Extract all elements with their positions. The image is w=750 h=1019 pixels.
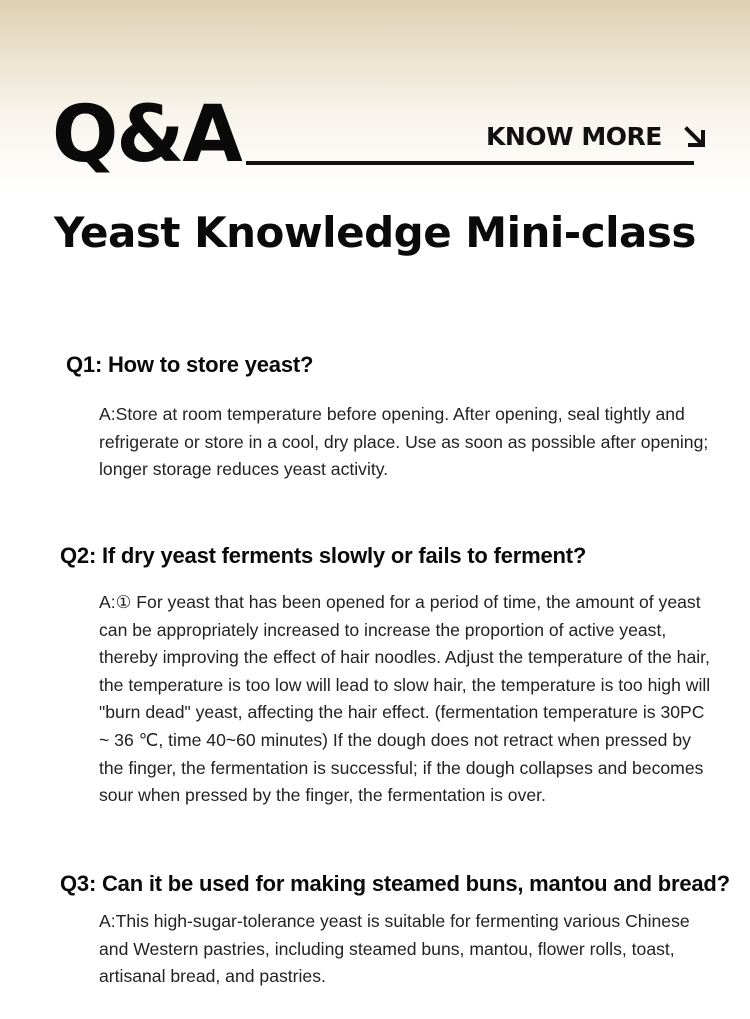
faq-answer-3: A:This high-sugar-tolerance yeast is suitable for fermenting various Chinese and Western pastries, including steamed buns, mantou, flower rolls, toast, artisanal bread, and pastries.	[99, 911, 690, 987]
faq-question-3: Q3: Can it be used for making steamed buns, mantou and bread?	[60, 871, 730, 896]
know-more-label: KNOW MORE	[486, 122, 662, 151]
qa-logo: Q&A	[52, 90, 241, 180]
arrow-down-right-icon	[684, 126, 706, 148]
faq-question-1: Q1: How to store yeast?	[66, 352, 314, 377]
faq-question-2: Q2: If dry yeast ferments slowly or fails to ferment?	[60, 543, 587, 568]
know-more-link[interactable]	[486, 122, 706, 151]
faq-answer-1: A:Store at room temperature before opening. After opening, seal tightly and refrigerate or store in a cool, dry place. Use as soon as possible after opening; longer storage reduces yeast activity.	[99, 404, 709, 480]
page-title: Yeast Knowledge Mini-class	[54, 208, 696, 257]
header-divider	[246, 161, 694, 165]
faq-answer-2: A:① For yeast that has been opened for a period of time, the amount of yeast can be appropriately increased to increase the proportion of active yeast, thereby improving the effect of hair noodles. Adjust the temperature of the hair, the temperature is too low will lead to slow hair, the temperature is too high will "burn dead" yeast, affecting the hair effect. (fermentation temperature is 30PC ~ 36 ℃, time 40~60 minutes) If the dough does not retract when pressed by the finger, the fermentation is successful; if the dough collapses and becomes sour when pressed by the finger, the fermentation is over.	[99, 592, 711, 806]
